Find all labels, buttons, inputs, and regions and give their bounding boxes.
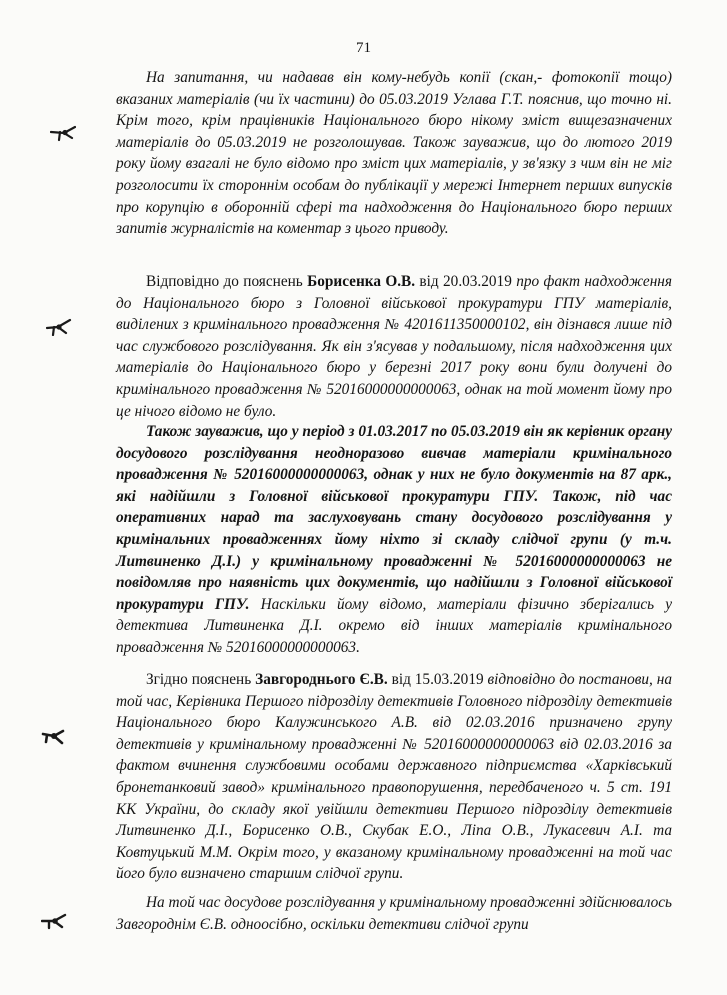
paragraph-4-person-name: Завгороднього Є.В.: [255, 671, 388, 688]
paragraph-2-date: від 20.03.2019: [415, 273, 517, 290]
margin-mark-3: [41, 727, 67, 745]
margin-mark-2: [46, 318, 72, 336]
paragraph-2: [116, 271, 672, 422]
page-number: 71: [356, 40, 371, 56]
paragraph-4-intro: Згідно пояснень: [146, 671, 256, 688]
paragraph-2-person-name: Борисенка О.В.: [307, 273, 416, 290]
paragraph-2-body: про факт надходження до Національного бюро з Головної військової прокуратури ГПУ матеріалів, виділених з кримінального провадження № 4201611350000102, він дізнався лише під час службового розслідування. Як він з'ясував у подальшому, після надходження цих матеріалів до Національного бюро у березні 2017 року вони були долучені до кримінального провадження № 52016000000000063, однак на той момент йому про це нічого відомо не було.: [116, 273, 673, 420]
paragraph-1: [116, 67, 672, 240]
paragraph-4-body: відповідно до постанови, на той час, Керівника Першого підрозділу детективів Головного підрозділу детективів Національного бюро Калужинського А.В. від 02.03.2016 призначено групу детективів у кримінальному провадженні № 52016000000000063 від 02.03.2016 за фактом вчинення службовими особами державного підприємства «Харківський бронетанковий завод» кримінального правопорушення, передбаченого ч. 5 ст. 191 КК України, до складу якої увійшли детективи Першого підрозділу детективів Литвиненко Д.І., Борисенко О.В., Скубак Е.О., Ліпа О.В., Лукасевич А.І. та Ковтуцький М.М. Окрім того, у вказаному кримінальному провадженні на той час його було визначено старшим слідчої групи.: [116, 671, 672, 883]
margin-mark-4: [41, 912, 67, 930]
paragraph-1-text: На запитання, чи надавав він кому-небудь копії (скан,- фотокопії тощо) вказаних матеріалів (чи їх частини) до 05.03.2019 Углава Г.Т. пояснив, що точно ні. Крім того, крім працівників Національного бюро нікому зміст вищезазначених матеріалів до 05.03.2019 не розголошував. Також зауважив, що до лютого 2019 року йому взагалі не було відомо про зміст цих матеріалів, у зв'язку з чим він не міг розголосити їх стороннім особам до публікації у мережі Інтернет перших випусків про корупцію в оборонній сфері та надходження до Національного бюро перших запитів журналістів на коментар з цього приводу.: [116, 69, 672, 238]
paragraph-4-date: від 15.03.2019: [387, 671, 488, 688]
paragraph-5: [116, 892, 672, 935]
paragraph-3-italic-text: Наскільки йому відомо, матеріали фізично зберігались у детектива Литвиненка Д.І. окремо від інших матеріалів кримінального провадження № 52016000000000063.: [116, 595, 672, 656]
paragraph-2-intro: Відповідно до пояснень: [146, 273, 308, 290]
paragraph-5-text: На той час досудове розслідування у кримінальному провадженні здійснювалось Завгороднім Є.В. одноосібно, оскільки детективи слідчої групи: [116, 894, 672, 933]
margin-mark-1: [50, 124, 76, 142]
paragraph-3: [116, 421, 672, 659]
paragraph-3-bold-text: Також зауважив, що у період з 01.03.2017 по 05.03.2019 він як керівник органу досудового розслідування неодноразово вивчав матеріали кримінального провадження № 52016000000000063, однак у них не було документів на 87 арк., які надійшли з Головної військової прокуратури ГПУ. Також, під час оперативних нарад та заслуховувань стану досудового розслідування у кримінальних провадженнях йому ніхто зі складу слідчої групи (у т.ч. Литвиненко Д.І.) у кримінальному провадженні № 52016000000000063 не повідомляв про наявність цих документів, що надійшли з Головної військової прокуратури ГПУ.: [116, 423, 672, 613]
paragraph-4: [116, 669, 672, 885]
